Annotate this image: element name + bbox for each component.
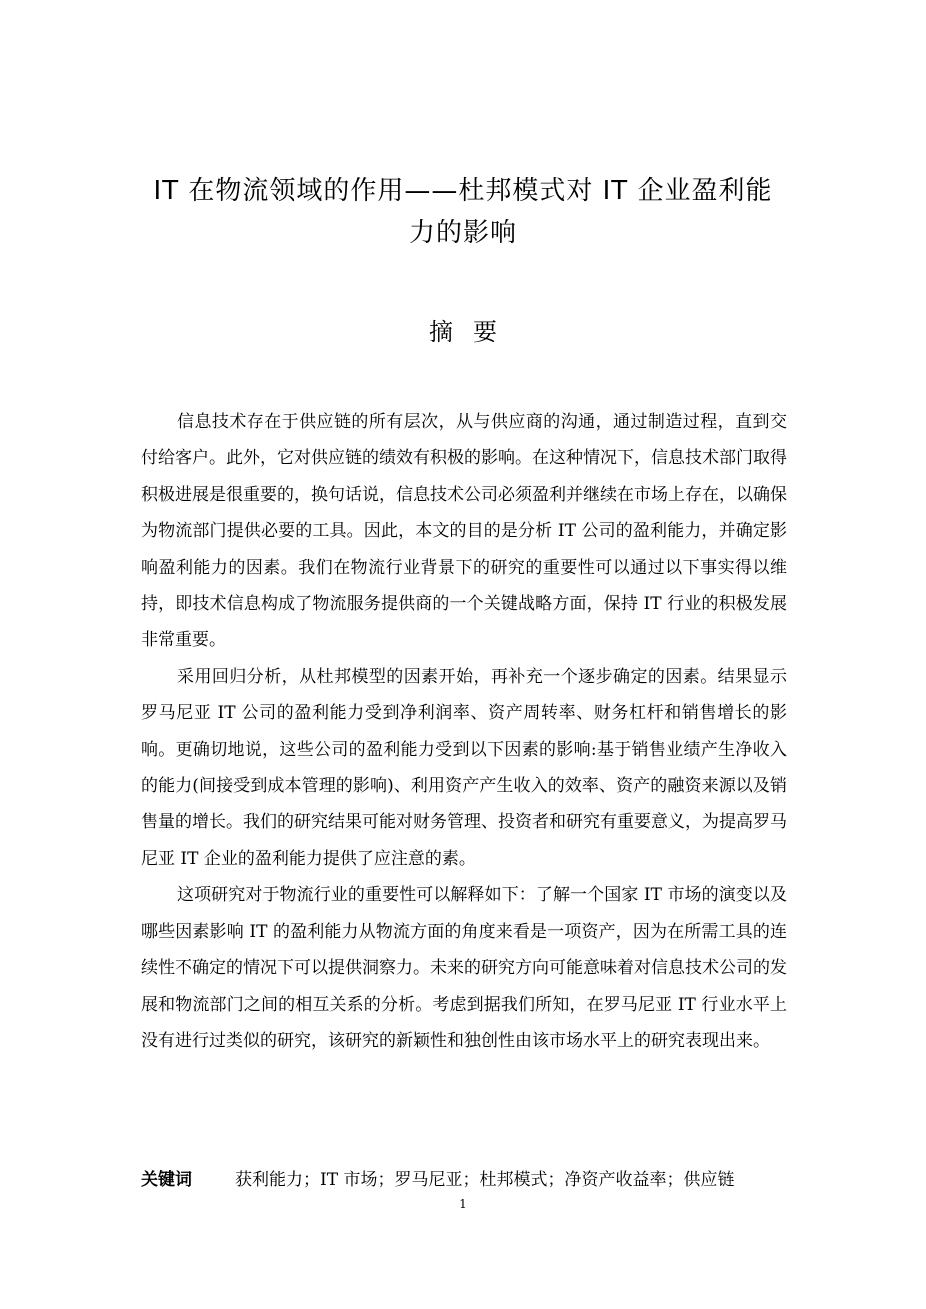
title-line-1: IT 在物流领域的作用——杜邦模式对 IT 企业盈利能 [153,176,773,206]
title-line-2: 力的影响 [408,218,517,248]
abstract-paragraph-2: 采用回归分析，从杜邦模型的因素开始，再补充一个逐步确定的因素。结果显示罗马尼亚 IT 公司的盈利能力受到净利润率、资产周转率、财务杠杆和销售增长的影响。更确切地说，这些公司的盈利能力受到以下因素的影响:基于销售业绩产生净收入的能力(间接受到成本管理的影响)、利用资产产生收入的效率、资产的融资来源以及销售量的增长。我们的研究结果可能对财务管理、投资者和研究有重要意义，为提高罗马尼亚 IT 企业的盈利能力提供了应注意的素。 [141,666,787,869]
page-number: 1 [459,1197,467,1211]
abstract-heading: 摘要 [429,318,517,346]
abstract-paragraph-3: 这项研究对于物流行业的重要性可以解释如下：了解一个国家 IT 市场的演变以及哪些因素影响 IT 的盈利能力从物流方面的角度来看是一项资产，因为在所需工具的连续性不确定的情况下可以提供洞察力。未来的研究方向可能意味着对信息技术公司的发展和物流部门之间的相互关系的分析。考虑到据我们所知，在罗马尼亚 IT 行业水平上没有进行过类似的研究，该研究的新颖性和独创性由该市场水平上的研究表现出来。 [141,885,787,1051]
abstract-paragraph-1: 信息技术存在于供应链的所有层次，从与供应商的沟通，通过制造过程，直到交付给客户。此外，它对供应链的绩效有积极的影响。在这种情况下，信息技术部门取得积极进展是很重要的，换句话说，信息技术公司必须盈利并继续在市场上存在，以确保为物流部门提供必要的工具。因此，本文的目的是分析 IT 公司的盈利能力，并确定影响盈利能力的因素。我们在物流行业背景下的研究的重要性可以通过以下事实得以维持，即技术信息构成了物流服务提供商的一个关键战略方面，保持 IT 行业的积极发展非常重要。 [141,412,787,651]
keywords-line [141,1166,791,1194]
keywords-label: 关键词 [141,1170,192,1190]
keywords-text: 获利能力；IT 市场；罗马尼亚；杜邦模式；净资产收益率；供应链 [235,1170,735,1190]
document-title [120,170,806,254]
abstract-body [141,404,787,1059]
